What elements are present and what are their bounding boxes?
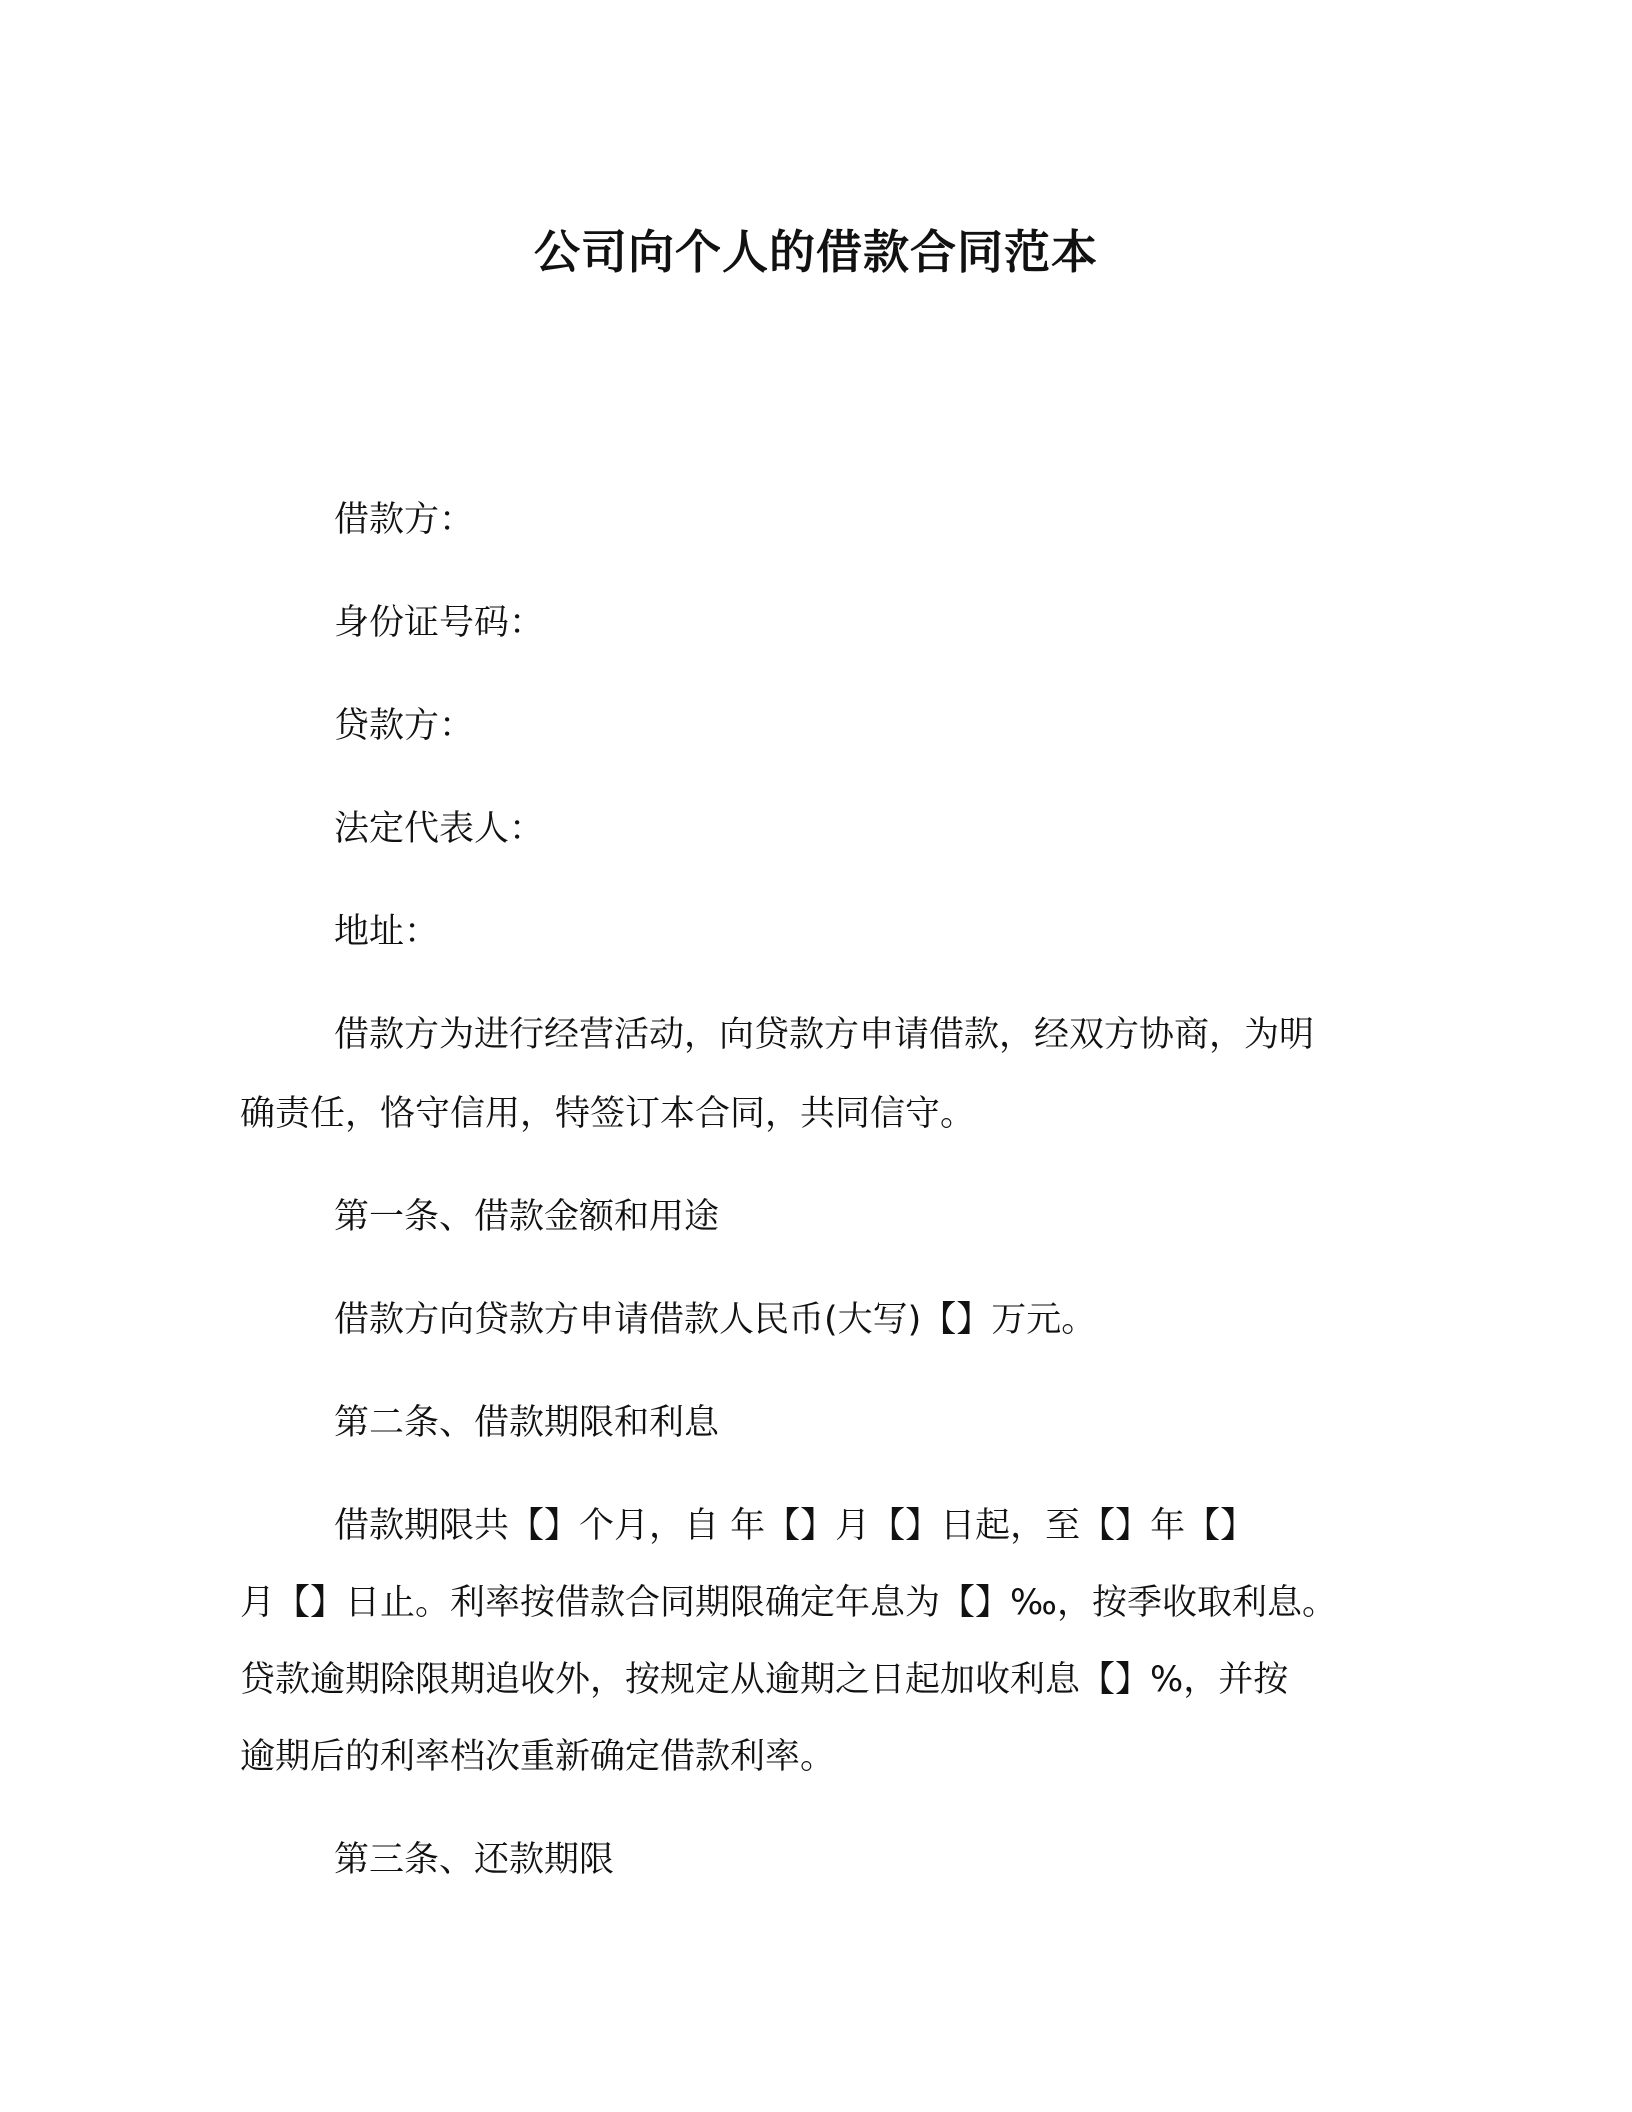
article-1-line-1: 借款方向贷款方申请借款人民币(大写)【】万元。 xyxy=(334,1300,1097,1340)
lender-label: 贷款方： xyxy=(334,706,475,746)
preamble-line-2: 确责任，恪守信用，特签订本合同，共同信守。 xyxy=(240,1094,976,1134)
article-2-line-4: 逾期后的利率档次重新确定借款利率。 xyxy=(240,1737,836,1777)
article-3-heading: 第三条、还款期限 xyxy=(334,1840,615,1880)
address-label: 地址： xyxy=(334,912,440,952)
article-2-line-2: 月【】日止。利率按借款合同期限确定年息为【】‰，按季收取利息。 xyxy=(240,1583,1337,1623)
document-title: 公司向个人的借款合同范本 xyxy=(534,225,1098,279)
article-1-heading: 第一条、借款金额和用途 xyxy=(334,1197,720,1237)
article-2-heading: 第二条、借款期限和利息 xyxy=(334,1403,720,1443)
preamble-line-1: 借款方为进行经营活动，向贷款方申请借款，经双方协商，为明 xyxy=(334,1015,1315,1055)
article-2-line-1: 借款期限共【】个月，自 年【】月【】日起，至【】年【】 xyxy=(334,1506,1256,1546)
legal-representative-label: 法定代表人： xyxy=(334,809,545,849)
id-number-label: 身份证号码： xyxy=(334,603,545,643)
article-2-line-3: 贷款逾期除限期追收外，按规定从逾期之日起加收利息【】%，并按 xyxy=(240,1660,1289,1700)
borrower-label: 借款方： xyxy=(334,500,475,540)
